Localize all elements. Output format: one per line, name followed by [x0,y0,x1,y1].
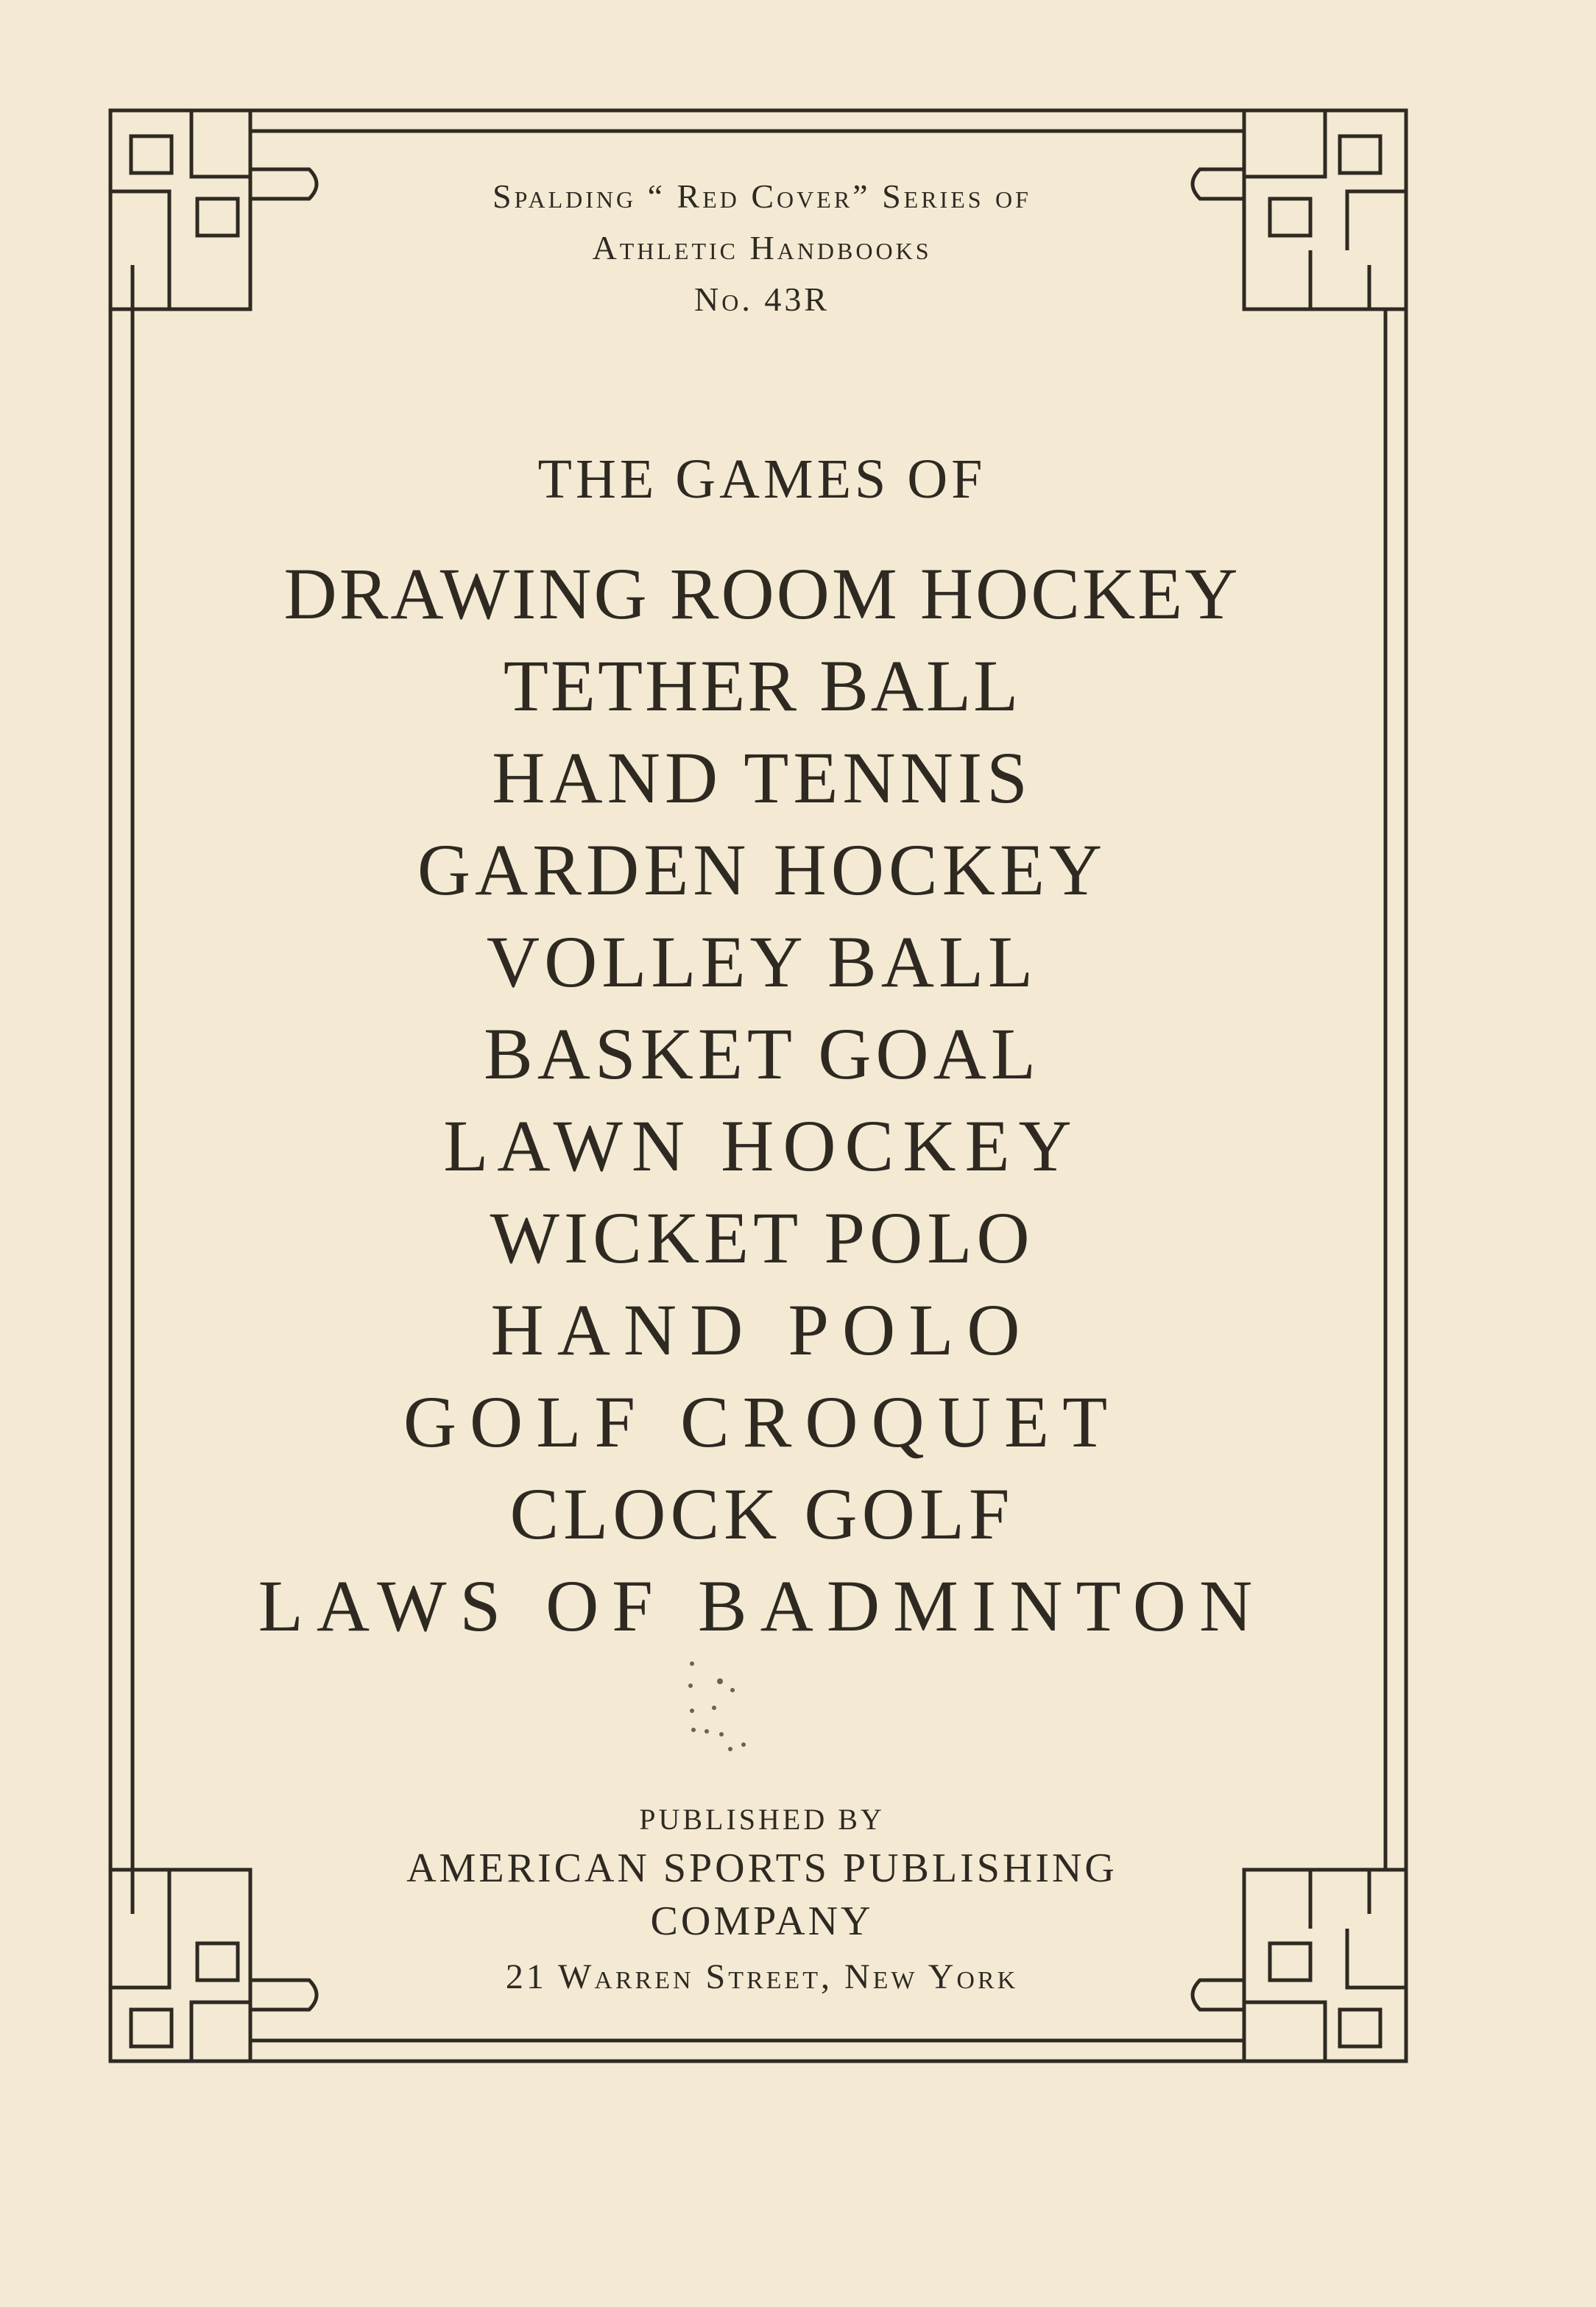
publisher-address: 21 Warren Street, New York [505,1957,1019,1996]
game-title: TETHER BALL [503,645,1021,727]
games-intro: THE GAMES OF [537,448,986,510]
game-title: DRAWING ROOM HOCKEY [283,553,1240,635]
publisher-name-line-1: AMERICAN SPORTS PUBLISHING [406,1845,1117,1891]
series-heading [177,171,1347,325]
game-title: WICKET POLO [490,1197,1034,1279]
publisher-name-line-2: COMPANY [650,1898,874,1944]
series-line-2: Athletic Handbooks [592,229,932,266]
handbook-number: No. 43R [693,280,830,318]
game-title: LAWN HOCKEY [443,1105,1081,1187]
game-title: CLOCK GOLF [509,1473,1014,1555]
game-title: BASKET GOAL [484,1013,1040,1095]
game-title: VOLLEY BALL [486,921,1038,1003]
dot-ornament [663,1649,780,1767]
game-title: LAWS OF BADMINTON [258,1565,1266,1647]
game-title: GOLF CROQUET [403,1381,1121,1463]
publisher-block [177,1798,1347,2007]
series-line-1: Spalding “ Red Cover” Series of [492,177,1031,215]
game-title: HAND TENNIS [492,737,1032,819]
games-list [177,548,1347,1652]
game-title: GARDEN HOCKEY [417,829,1107,911]
published-by-label: PUBLISHED BY [639,1803,885,1836]
game-title: HAND POLO [490,1289,1034,1371]
